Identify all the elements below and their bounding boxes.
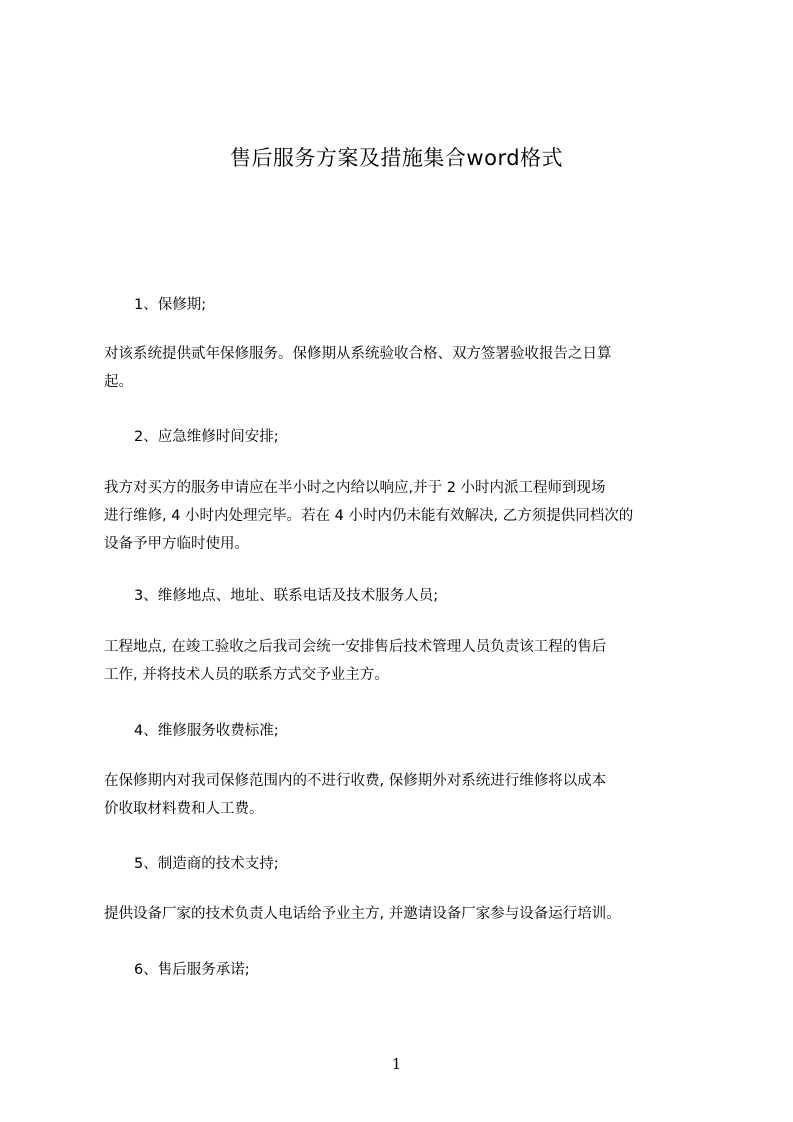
paragraph-line: 价收取材料费和人工费。 [104,801,264,817]
section-heading-3: 3、维修地点、地址、联系电话及技术服务人员; [134,588,439,604]
section-heading-1: 1、保修期; [134,297,207,313]
document-title: 售后服务方案及措施集合word格式 [229,146,564,170]
section-heading-6: 6、售后服务承诺; [134,962,250,978]
page-number: 1 [391,1055,402,1073]
paragraph-line: 在保修期内对我司保修范围内的不进行收费, 保修期外对系统进行维修将以成本 [104,773,607,789]
section-paragraph-3 [104,633,704,689]
section-heading-4: 4、维修服务收费标准; [134,723,279,739]
paragraph-line: 起。 [104,374,133,390]
section-paragraph-5 [104,900,704,928]
section-heading-2: 2、应急维修时间安排; [134,429,279,445]
paragraph-line: 工程地点, 在竣工验收之后我司会统一安排售后技术管理人员负责该工程的售后 [104,639,607,655]
section-paragraph-4 [104,767,704,823]
paragraph-line: 设备予甲方临时使用。 [104,536,249,552]
paragraph-line: 我方对买方的服务申请应在半小时之内给以响应,并于 2 小时内派工程师到现场 [104,480,606,496]
paragraph-line: 进行维修, 4 小时内处理完毕。若在 4 小时内仍未能有效解决, 乙方须提供同档次的 [104,508,634,524]
paragraph-line: 对该系统提供贰年保修服务。保修期从系统验收合格、双方签署验收报告之日算 [104,346,612,362]
paragraph-line: 工作, 并将技术人员的联系方式交予业主方。 [104,667,389,683]
section-paragraph-1 [104,340,704,396]
section-paragraph-2 [104,474,704,558]
section-heading-5: 5、制造商的技术支持; [134,856,279,872]
paragraph-line: 提供设备厂家的技术负责人电话给予业主方, 并邀请设备厂家参与设备运行培训。 [104,906,621,922]
